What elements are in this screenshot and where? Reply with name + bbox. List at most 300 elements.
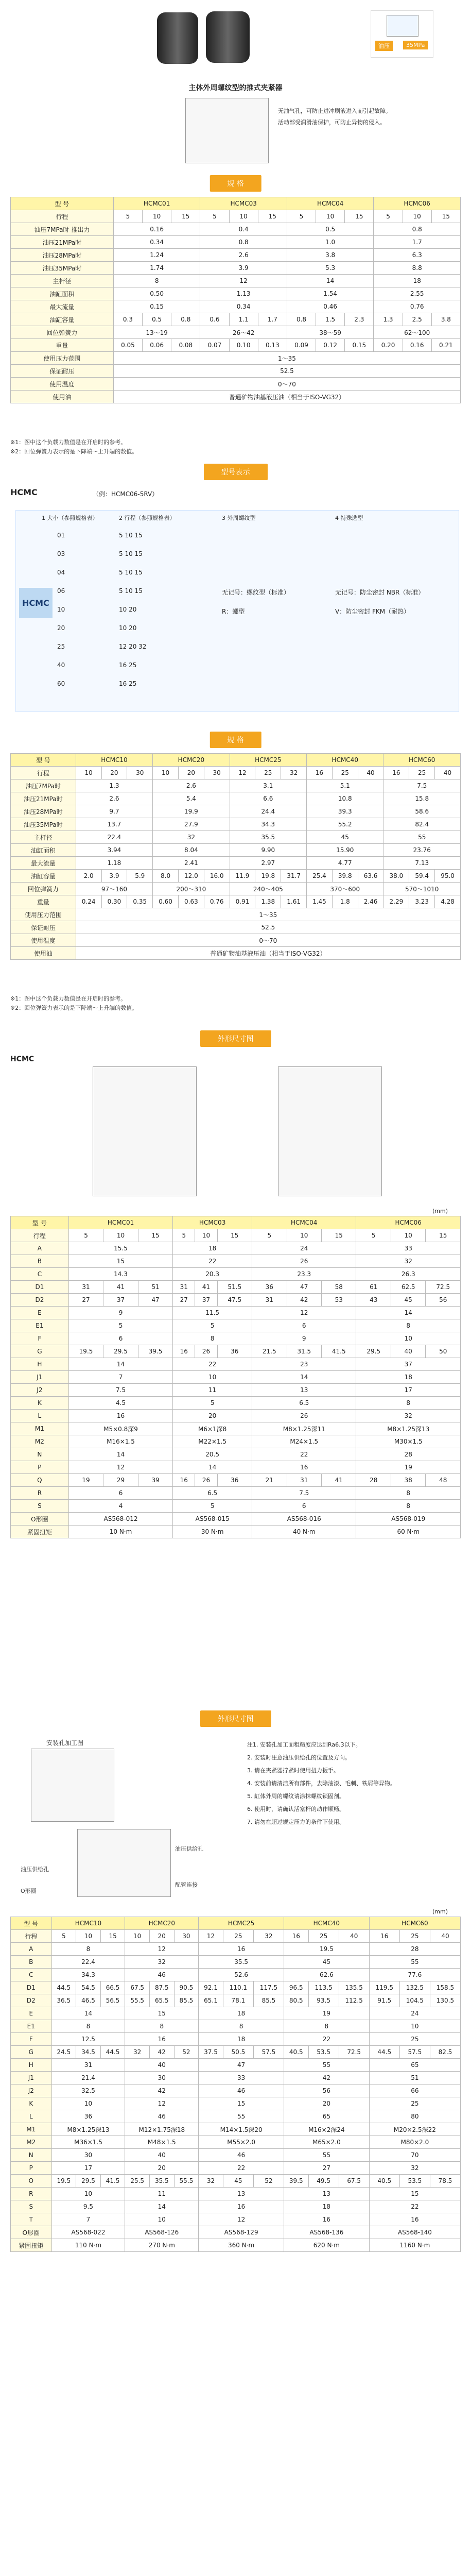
table-cell: 19.8 — [255, 870, 281, 883]
callout-4: 配管连接 — [175, 1882, 198, 1888]
table-cell: 39.8 — [332, 870, 358, 883]
table-cell: 13～19 — [113, 326, 200, 339]
table-cell: 35.5 — [199, 1956, 284, 1969]
table-cell: 10 — [125, 2213, 199, 2226]
table-cell: 20 — [125, 2162, 199, 2175]
mount-hole-drawing — [31, 1749, 114, 1822]
table-cell: 26 — [252, 1410, 356, 1422]
table-cell: 7.5 — [252, 1487, 356, 1500]
table-cell: 46 — [199, 2084, 284, 2097]
table-cell: 7.13 — [383, 857, 461, 870]
table-row — [11, 1268, 461, 1281]
table-cell: M22×1.5 — [173, 1435, 252, 1448]
table-cell: 130.5 — [430, 1994, 460, 2007]
table-cell: 45 — [391, 1294, 425, 1307]
row-label: M1 — [11, 1422, 69, 1435]
table-row — [11, 1422, 461, 1435]
row-label: 使用压力范围 — [11, 352, 114, 365]
table-cell: 8 — [356, 1319, 461, 1332]
table-cell: 16 — [125, 2033, 199, 2046]
table-cell: 53.5 — [399, 2175, 430, 2188]
table-cell: 48 — [426, 1474, 461, 1487]
table-cell: 1.3 — [374, 313, 403, 326]
table-cell: 87.5 — [150, 1981, 175, 1994]
table-cell: 0.34 — [200, 300, 287, 313]
row-label: C — [11, 1969, 52, 1981]
table-cell: 23.76 — [383, 844, 461, 857]
table-cell: 36 — [51, 2110, 125, 2123]
table-row — [11, 831, 461, 844]
stroke-item: 16 25 — [119, 680, 137, 687]
table-cell: AS568-140 — [369, 2226, 460, 2239]
table-row — [11, 236, 461, 249]
row-label: 油压28MPa时 — [11, 805, 76, 818]
model-banner: 型号表示 — [204, 464, 268, 480]
dim-drawing-left — [93, 1066, 197, 1196]
row-label: G — [11, 2046, 52, 2059]
row-label: E1 — [11, 1319, 69, 1332]
table-cell: 0.10 — [229, 339, 258, 352]
table-cell: 0.34 — [113, 236, 200, 249]
table-cell: 40 — [125, 2149, 199, 2162]
table-cell: 8 — [199, 2020, 284, 2033]
table-cell: 3.1 — [230, 779, 306, 792]
table-cell: 9 — [68, 1307, 172, 1319]
table-header-cell: HCMC10 — [76, 754, 152, 767]
table-cell: 110.1 — [223, 1981, 253, 1994]
table-cell: 37 — [195, 1294, 217, 1307]
table-cell: 39.5 — [284, 2175, 308, 2188]
table-row — [11, 1956, 461, 1969]
product-photo-2 — [206, 11, 250, 63]
table-row — [11, 2136, 461, 2149]
table-cell: 55 — [369, 1956, 460, 1969]
size-item: 40 — [57, 662, 65, 669]
table-cell: 11.5 — [173, 1307, 252, 1319]
table-header-row — [11, 754, 461, 767]
dim-banner-1: 外形尺寸图 — [200, 1030, 271, 1047]
table-row — [11, 1229, 461, 1242]
table-cell: 14.3 — [68, 1268, 172, 1281]
table-cell: 40.5 — [284, 2046, 308, 2059]
table-cell: 40 — [435, 767, 461, 779]
table-cell: 29.5 — [103, 1345, 138, 1358]
row-label: 油压7MPa时 推出力 — [11, 223, 114, 236]
table-header-cell: 型 号 — [11, 197, 114, 210]
table-cell: M5×0.8深9 — [68, 1422, 172, 1435]
table-cell: 15 — [199, 2097, 284, 2110]
table-cell: 41 — [321, 1474, 356, 1487]
table-cell: 16 — [307, 767, 333, 779]
row-label: D2 — [11, 1994, 52, 2007]
table-cell: 10 — [229, 210, 258, 223]
table-cell: M8×1.25深13 — [51, 2123, 125, 2136]
table-cell: 0～70 — [113, 378, 460, 391]
table-header-cell: HCMC10 — [51, 1917, 125, 1930]
dimension-section-2 — [0, 1710, 471, 2576]
table-cell: 24 — [252, 1242, 356, 1255]
stroke-item: 5 10 15 — [119, 550, 143, 557]
size-item: 03 — [57, 550, 65, 557]
table-cell: 5.9 — [127, 870, 153, 883]
table-cell: 51 — [369, 2072, 460, 2084]
table-cell: 93.5 — [308, 1994, 339, 2007]
table-cell: 55 — [284, 2059, 369, 2072]
row-label: A — [11, 1242, 69, 1255]
table-cell: 47.5 — [217, 1294, 252, 1307]
table-cell: 85.5 — [253, 1994, 284, 2007]
table-cell: 55.5 — [174, 2175, 199, 2188]
table-row — [11, 365, 461, 378]
table-cell: 15.90 — [307, 844, 383, 857]
size-list — [57, 526, 98, 693]
install-drawing — [77, 1829, 171, 1897]
feature-1: 无油气孔，可防止进冲刷液进入而引起故障。 — [278, 108, 391, 114]
row-label: 紧固扭矩 — [11, 2239, 52, 2252]
badge-oil: 油压 — [375, 41, 393, 51]
row-label: 使用压力范围 — [11, 908, 76, 921]
table-header-cell: HCMC25 — [230, 754, 306, 767]
table-row — [11, 1384, 461, 1397]
table-cell: 32 — [125, 2046, 150, 2059]
table-cell: 31 — [68, 1281, 103, 1294]
install-note-2: 2. 安装时注意油压供给孔的位置及方向。 — [247, 1754, 351, 1761]
table-row — [11, 1930, 461, 1943]
table-cell: 42 — [125, 2084, 199, 2097]
table-cell: 15.8 — [383, 792, 461, 805]
table-cell: 38 — [391, 1474, 425, 1487]
table-row — [11, 1307, 461, 1319]
table-cell: 13.7 — [76, 818, 152, 831]
table-cell: 6 — [252, 1500, 356, 1513]
mini-diagram-icon — [387, 15, 418, 37]
table-cell: 85.5 — [174, 1994, 199, 2007]
row-label: F — [11, 1332, 69, 1345]
table-cell: 8 — [51, 1943, 125, 1956]
table-cell: 1.18 — [76, 857, 152, 870]
table-cell: 66.5 — [100, 1981, 125, 1994]
table-cell: 1.54 — [287, 287, 374, 300]
table-row — [11, 249, 461, 262]
table-cell: 19 — [284, 2007, 369, 2020]
table-cell: 9.7 — [76, 805, 152, 818]
table-cell: 10 — [153, 767, 179, 779]
table-cell: 0.15 — [113, 300, 200, 313]
size-item: 60 — [57, 680, 65, 687]
table-cell: 12 — [199, 1930, 223, 1943]
table-row — [11, 2046, 461, 2059]
table-cell: 18 — [199, 2007, 284, 2020]
table-cell: 0.06 — [143, 339, 171, 352]
table-cell: 112.5 — [339, 1994, 369, 2007]
table-row — [11, 2084, 461, 2097]
table-cell: 1.61 — [281, 895, 307, 908]
table-cell: M6×1深8 — [173, 1422, 252, 1435]
table-cell: 29.5 — [76, 2175, 101, 2188]
row-label: T — [11, 2213, 52, 2226]
table-cell: 14 — [68, 1448, 172, 1461]
table-cell: 8 — [173, 1332, 252, 1345]
spec-notes-1 — [10, 438, 137, 456]
table-cell: 22.4 — [76, 831, 152, 844]
row-label: D2 — [11, 1294, 69, 1307]
table-cell: 0.20 — [374, 339, 403, 352]
table-cell: 44.5 — [369, 2046, 399, 2059]
table-cell: 22 — [173, 1255, 252, 1268]
table-cell: 1.13 — [200, 287, 287, 300]
table-cell: 10 — [76, 1930, 101, 1943]
table-cell: 36 — [217, 1345, 252, 1358]
table-cell: 21.5 — [252, 1345, 287, 1358]
table-cell: 12 — [68, 1461, 172, 1474]
table-cell: 10 — [369, 2020, 460, 2033]
table-cell: 10 — [103, 1229, 138, 1242]
table-cell: 20 — [173, 1410, 252, 1422]
table-cell: 2.6 — [153, 779, 230, 792]
table-cell: 16 — [369, 2213, 460, 2226]
table-row — [11, 1526, 461, 1538]
table-row — [11, 2020, 461, 2033]
row-label: 油压28MPa时 — [11, 249, 114, 262]
row-label: A — [11, 1943, 52, 1956]
table-cell: 17 — [356, 1384, 461, 1397]
row-label: 主杆径 — [11, 275, 114, 287]
table-row — [11, 2200, 461, 2213]
table-cell: 9.5 — [51, 2200, 125, 2213]
table-row — [11, 857, 461, 870]
table-cell: AS568-136 — [284, 2226, 369, 2239]
table-cell: 19.5 — [68, 1345, 103, 1358]
col3-title: 3 外周螺纹型 — [222, 515, 256, 521]
table-cell: 31 — [173, 1281, 195, 1294]
table-cell: 14 — [173, 1461, 252, 1474]
table-cell: 0.24 — [76, 895, 101, 908]
row-label: 行程 — [11, 1229, 69, 1242]
table-cell: 620 N·m — [284, 2239, 369, 2252]
table-cell: 21.4 — [51, 2072, 125, 2084]
table-cell: 5 — [374, 210, 403, 223]
table-cell: 11.9 — [230, 870, 255, 883]
table-cell: 0.5 — [143, 313, 171, 326]
table-cell: 18 — [356, 1371, 461, 1384]
table-row — [11, 1358, 461, 1371]
table-cell: 28 — [369, 1943, 460, 1956]
table-row — [11, 818, 461, 831]
row-label: N — [11, 2149, 52, 2162]
table-cell: 46 — [125, 1969, 199, 1981]
table-header-cell: HCMC25 — [199, 1917, 284, 1930]
row-label: O形圈 — [11, 2226, 52, 2239]
table-cell: 5 — [252, 1229, 287, 1242]
table-cell: 40 — [430, 1930, 460, 1943]
table-cell: 14 — [252, 1371, 356, 1384]
row-label: 最大流量 — [11, 857, 76, 870]
table-cell: 5 — [287, 210, 316, 223]
table-cell: 1～35 — [113, 352, 460, 365]
spec-banner-2: 规 格 — [210, 732, 261, 748]
table-row — [11, 2097, 461, 2110]
table-cell: 12 — [199, 2213, 284, 2226]
row-label: 油缸面积 — [11, 287, 114, 300]
table-cell: 135.5 — [339, 1981, 369, 1994]
table-cell: 13 — [252, 1384, 356, 1397]
col4-title: 4 特殊选型 — [335, 515, 363, 521]
table-cell: 43 — [356, 1294, 391, 1307]
table-cell: 32 — [253, 1930, 284, 1943]
table-cell: 0.60 — [153, 895, 179, 908]
table-cell: 19 — [68, 1474, 103, 1487]
table-cell: 15.5 — [68, 1242, 172, 1255]
table-header-cell: 型 号 — [11, 1216, 69, 1229]
table-header-cell: HCMC60 — [383, 754, 461, 767]
table-cell: 22 — [284, 2033, 369, 2046]
table-row — [11, 1255, 461, 1268]
table-cell: 32 — [356, 1410, 461, 1422]
table-cell: 45 — [307, 831, 383, 844]
table-cell: 4.77 — [307, 857, 383, 870]
table-cell: 158.5 — [430, 1981, 460, 1994]
table-cell: 65 — [284, 2110, 369, 2123]
table-cell: 25 — [332, 767, 358, 779]
table-cell: M8×1.25深13 — [356, 1422, 461, 1435]
table-row — [11, 2033, 461, 2046]
table-cell: 47 — [287, 1281, 321, 1294]
table-cell: M55×2.0 — [199, 2136, 284, 2149]
table-cell: 40 N·m — [252, 1526, 356, 1538]
table-cell: 10 — [287, 1229, 321, 1242]
row-label: E — [11, 1307, 69, 1319]
row-label: Q — [11, 1474, 69, 1487]
table-cell: M20×2.5深22 — [369, 2123, 460, 2136]
row-label: 使用油 — [11, 947, 76, 960]
table-cell: 23 — [252, 1358, 356, 1371]
table-header-cell: HCMC40 — [284, 1917, 369, 1930]
table-cell: 56.5 — [100, 1994, 125, 2007]
table-cell: 56 — [426, 1294, 461, 1307]
row-label: N — [11, 1448, 69, 1461]
row-label: B — [11, 1255, 69, 1268]
table-cell: 47 — [138, 1294, 172, 1307]
table-cell: 12.0 — [178, 870, 204, 883]
table-cell: 4 — [68, 1500, 172, 1513]
table-cell: 3.9 — [200, 262, 287, 275]
table-row — [11, 1435, 461, 1448]
table-cell: AS568-019 — [356, 1513, 461, 1526]
table-row — [11, 1969, 461, 1981]
table-cell: 40 — [339, 1930, 369, 1943]
table-cell: 80.5 — [284, 1994, 308, 2007]
table-cell: 15 — [138, 1229, 172, 1242]
table-cell: 5 — [173, 1397, 252, 1410]
table-cell: 51 — [138, 1281, 172, 1294]
table-cell: 54.5 — [76, 1981, 101, 1994]
row-label: 使用温度 — [11, 934, 76, 947]
table-cell: 27.9 — [153, 818, 230, 831]
row-label: K — [11, 1397, 69, 1410]
table-cell: 0.76 — [204, 895, 230, 908]
row-label: 行程 — [11, 767, 76, 779]
row-label: E1 — [11, 2020, 52, 2033]
table-cell: 16 — [173, 1345, 195, 1358]
table-cell: 0.13 — [258, 339, 287, 352]
row-label: 油压35MPa时 — [11, 262, 114, 275]
table-cell: M30×1.5 — [356, 1435, 461, 1448]
table-row — [11, 779, 461, 792]
table-cell: AS568-016 — [252, 1513, 356, 1526]
table-row — [11, 313, 461, 326]
table-cell: 240～405 — [230, 883, 306, 895]
table-cell: 50.5 — [223, 2046, 253, 2059]
table-cell: 11 — [173, 1384, 252, 1397]
table-cell: 67.5 — [125, 1981, 150, 1994]
table-cell: 55 — [383, 831, 461, 844]
table-cell: 16 — [199, 2200, 284, 2213]
table-cell: 31 — [287, 1474, 321, 1487]
table-cell: 7 — [51, 2213, 125, 2226]
table-cell: 41.5 — [100, 2175, 125, 2188]
table-cell: 5 — [68, 1319, 172, 1332]
dim-unit-1: (mm) — [432, 1208, 448, 1214]
table-row — [11, 352, 461, 365]
table-row — [11, 2007, 461, 2020]
table-row — [11, 1474, 461, 1487]
table-row — [11, 1410, 461, 1422]
table-cell: 8 — [125, 2020, 199, 2033]
table-cell: 15 — [431, 210, 460, 223]
table-cell: 25 — [369, 2033, 460, 2046]
table-cell: 0.6 — [200, 313, 229, 326]
table-cell: 26 — [195, 1474, 217, 1487]
table-row — [11, 883, 461, 895]
table-header-cell: HCMC01 — [68, 1216, 172, 1229]
table-cell: 6 — [68, 1332, 172, 1345]
table-cell: 16 — [284, 1930, 308, 1943]
table-cell: 50 — [426, 1345, 461, 1358]
table-cell: 1.5 — [316, 313, 345, 326]
table-cell: 62.5 — [391, 1281, 425, 1294]
table-cell: 0.15 — [345, 339, 374, 352]
note-1: ※1：图中这个负载力数值是在开启时的参考。 — [10, 439, 127, 446]
table-cell: 26 — [195, 1345, 217, 1358]
table-cell: 32 — [153, 831, 230, 844]
row-label: J2 — [11, 2084, 52, 2097]
table-cell: 10 N·m — [68, 1526, 172, 1538]
table-row — [11, 1281, 461, 1294]
table-cell: 51.5 — [217, 1281, 252, 1294]
table-cell: 25 — [399, 1930, 430, 1943]
table-cell: 58.6 — [383, 805, 461, 818]
table-cell: 38～59 — [287, 326, 374, 339]
row-label: 重量 — [11, 895, 76, 908]
feature-list — [278, 106, 453, 128]
row-label: R — [11, 1487, 69, 1500]
table-cell: 52 — [253, 2175, 284, 2188]
table-cell: 2.29 — [383, 895, 409, 908]
table-cell: 0.76 — [374, 300, 461, 313]
stroke-item: 5 10 15 — [119, 587, 143, 595]
table-cell: 62.6 — [284, 1969, 369, 1981]
table-cell: 16 — [173, 1474, 195, 1487]
table-cell: 37 — [356, 1358, 461, 1371]
col2-title: 2 行程（参照规格表） — [119, 515, 176, 521]
table-row — [11, 947, 461, 960]
table-cell: 25 — [308, 1930, 339, 1943]
table-cell: 0.3 — [113, 313, 142, 326]
table-cell: 65.5 — [150, 1994, 175, 2007]
table-cell: 2.97 — [230, 857, 306, 870]
table-cell: 41 — [195, 1281, 217, 1294]
row-label: 油缸面积 — [11, 844, 76, 857]
